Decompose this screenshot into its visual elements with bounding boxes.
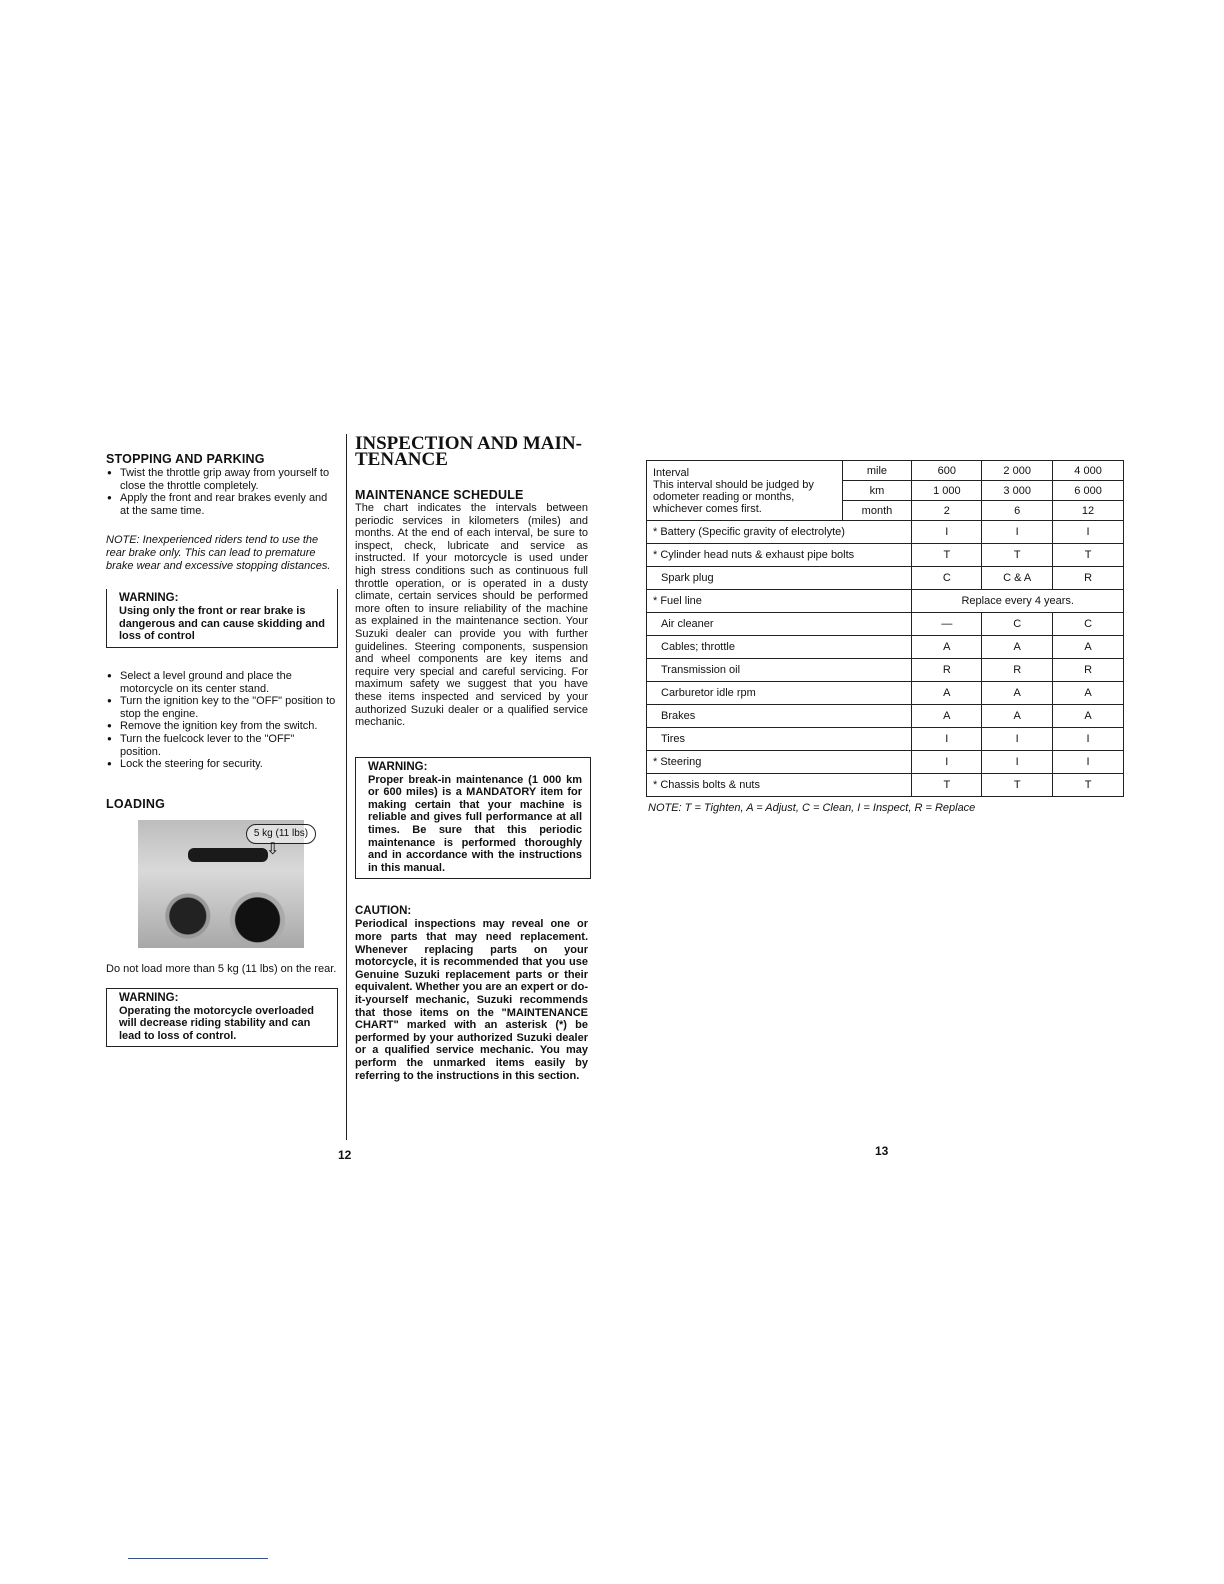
table-cell: A <box>1053 682 1124 705</box>
table-cell: T <box>1053 544 1124 567</box>
table-row <box>647 544 1124 567</box>
row-label: * Battery (Specific gravity of electrolyte) <box>647 521 912 544</box>
table-cell: A <box>982 705 1053 728</box>
list-item: ● Select a level ground and place the motorcycle on its center stand. <box>106 670 338 695</box>
table-cell: I <box>912 521 982 544</box>
table-row <box>647 613 1124 636</box>
schedule-text: The chart indicates the intervals between periodic services in kilometers (miles) and months. At the end of each interval, be sure to inspect, check, lubricate and service as instructed. If your motorcycle is used under high stress conditions such as continuous full throttle operation, or is operated in a dusty climate, certain services should be performed more often to insure reliability of the machine as explained in the maintenance section. Your Suzuki dealer can provide you with further guidelines. Steering components, suspension and wheel components are key items and require very special and careful servicing. For maximum safety we suggest that you have these items inspected and serviced by your authorized Suzuki dealer or a qualified service mechanic. <box>355 502 588 729</box>
warning-breakin-box <box>355 757 591 880</box>
page-number-right: 13 <box>875 1144 889 1158</box>
row-label: Transmission oil <box>647 659 912 682</box>
table-cell: 6 000 <box>1053 481 1124 501</box>
unit-month: month <box>842 501 912 521</box>
warning-brake-box <box>106 589 338 648</box>
loading-photo <box>138 820 309 948</box>
stopping-heading: STOPPING AND PARKING <box>106 452 265 466</box>
list-item: ● Remove the ignition key from the switch. <box>106 720 338 733</box>
list-item: ● Apply the front and rear brakes evenly and at the same time. <box>106 492 338 517</box>
table-row <box>647 705 1124 728</box>
table-cell: T <box>912 544 982 567</box>
row-label: Cables; throttle <box>647 636 912 659</box>
table-cell: R <box>1053 567 1124 590</box>
row-label: Spark plug <box>647 567 912 590</box>
unit-mile: mile <box>842 461 912 481</box>
table-row <box>647 751 1124 774</box>
table-cell: T <box>912 774 982 797</box>
warning-overload-box <box>106 988 338 1048</box>
page-title: INSPECTION AND MAIN- TENANCE <box>355 433 582 470</box>
warning-title: WARNING: <box>368 760 428 773</box>
caution-title: CAUTION: <box>355 905 412 918</box>
warning-text: Proper break-in maintenance (1 000 km or 600 miles) is a MANDATORY item for making certain that your machine is reliable and gives full performance at all times. Be sure that this periodic maintenance is performed thoroughly and in accordance with the instructions in this manual. <box>368 773 582 874</box>
seat-shape <box>188 848 268 862</box>
table-cell: A <box>982 636 1053 659</box>
table-cell: 600 <box>912 461 982 481</box>
warning-title: WARNING: <box>119 592 179 605</box>
loading-heading: LOADING <box>106 796 166 811</box>
table-cell: 2 000 <box>982 461 1053 481</box>
table-cell: C <box>982 613 1053 636</box>
table-cell: A <box>912 682 982 705</box>
table-row <box>647 521 1124 544</box>
row-label: * Cylinder head nuts & exhaust pipe bolts <box>647 544 912 567</box>
table-row <box>647 682 1124 705</box>
legend-note: NOTE: T = Tighten, A = Adjust, C = Clean, I = Inspect, R = Replace <box>648 802 976 814</box>
maintenance-chart <box>646 460 1124 797</box>
row-label: Air cleaner <box>647 613 912 636</box>
table-row <box>647 461 1124 481</box>
table-cell: Replace every 4 years. <box>912 590 1124 613</box>
list-item: ● Turn the fuelcock lever to the "OFF" position. <box>106 733 338 758</box>
table-cell: I <box>982 521 1053 544</box>
table-cell: T <box>982 774 1053 797</box>
table-row <box>647 636 1124 659</box>
row-label: Brakes <box>647 705 912 728</box>
warning-text: Using only the front or rear brake is dangerous and can cause skidding and loss of control <box>119 605 325 643</box>
arrow-down-icon: ⇩ <box>266 841 280 858</box>
table-cell: C <box>912 567 982 590</box>
table-row <box>647 774 1124 797</box>
table-cell: R <box>912 659 982 682</box>
table-cell: I <box>982 751 1053 774</box>
table-cell: I <box>912 728 982 751</box>
loading-text: Do not load more than 5 kg (11 lbs) on the rear. <box>106 963 337 975</box>
table-cell: I <box>1053 728 1124 751</box>
interval-cell: Interval This interval should be judged by odometer reading or months, whichever comes first. <box>647 461 843 521</box>
row-label: * Fuel line <box>647 590 912 613</box>
unit-km: km <box>842 481 912 501</box>
table-cell: I <box>982 728 1053 751</box>
left-column <box>106 452 338 811</box>
table-cell: 1 000 <box>912 481 982 501</box>
table-cell: C & A <box>982 567 1053 590</box>
table-row <box>647 590 1124 613</box>
table-cell: A <box>982 682 1053 705</box>
table-cell: T <box>982 544 1053 567</box>
footnote-rule <box>128 1558 268 1559</box>
table-cell: I <box>912 751 982 774</box>
page-number-left: 12 <box>338 1148 352 1162</box>
table-cell: A <box>1053 705 1124 728</box>
schedule-heading: MAINTENANCE SCHEDULE <box>355 488 524 502</box>
row-label: Tires <box>647 728 912 751</box>
table-cell: — <box>912 613 982 636</box>
table-cell: R <box>982 659 1053 682</box>
list-item: ● Turn the ignition key to the "OFF" position to stop the engine. <box>106 695 338 720</box>
table-cell: C <box>1053 613 1124 636</box>
table-cell: 4 000 <box>1053 461 1124 481</box>
table-cell: I <box>1053 521 1124 544</box>
weight-label: 5 kg (11 lbs) <box>246 824 316 844</box>
table-cell: A <box>912 636 982 659</box>
table-cell: 6 <box>982 501 1053 521</box>
table-cell: R <box>1053 659 1124 682</box>
warning-title: WARNING: <box>119 991 179 1004</box>
table-cell: 3 000 <box>982 481 1053 501</box>
page-divider <box>346 434 347 1140</box>
stopping-bullets <box>106 467 338 517</box>
left-column-lower <box>106 963 338 1047</box>
warning-text: Operating the motorcycle overloaded will decrease riding stability and can lead to loss of control. <box>119 1004 314 1042</box>
caution-text: Periodical inspections may reveal one or more parts that may need replacement. Whenever replacing parts on your motorcycle, it is recommended that you use Genuine Suzuki replacement parts or their equivalent. Whether you are an expert or do-it-yourself mechanic, Suzuki recommends that those items on the "MAINTENANCE CHART" marked with an asterisk (*) be performed by your authorized Suzuki dealer or a qualified service mechanic. You may perform the unmarked items easily by referring to the instructions in this section. <box>355 918 588 1082</box>
table-row <box>647 567 1124 590</box>
table-cell: I <box>1053 751 1124 774</box>
table-row <box>647 728 1124 751</box>
table-cell: A <box>912 705 982 728</box>
list-item: ● Twist the throttle grip away from yourself to close the throttle completely. <box>106 467 338 492</box>
table-cell: 12 <box>1053 501 1124 521</box>
list-item: ● Lock the steering for security. <box>106 758 338 771</box>
parking-bullets <box>106 670 338 771</box>
brake-note: NOTE: Inexperienced riders tend to use the rear brake only. This can lead to premature brake wear and excessive stopping distances. <box>106 534 331 572</box>
row-label: Carburetor idle rpm <box>647 682 912 705</box>
row-label: * Steering <box>647 751 912 774</box>
middle-column <box>355 433 588 1082</box>
table-cell: A <box>1053 636 1124 659</box>
table-row <box>647 659 1124 682</box>
table-cell: 2 <box>912 501 982 521</box>
row-label: * Chassis bolts & nuts <box>647 774 912 797</box>
table-cell: T <box>1053 774 1124 797</box>
